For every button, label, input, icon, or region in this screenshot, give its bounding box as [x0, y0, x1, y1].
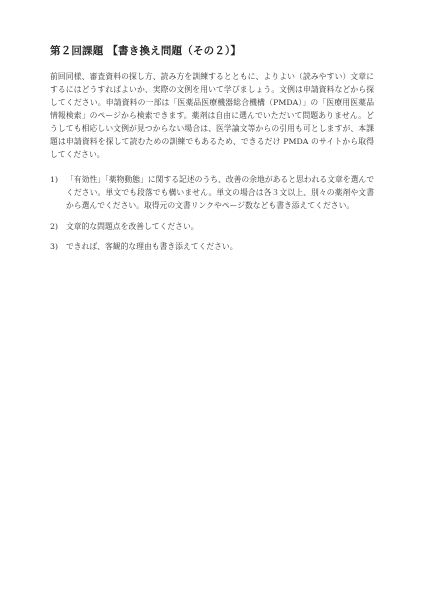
list-item-number: 2)	[50, 222, 59, 231]
list-item-text: できれば、客観的な理由も書き添えてください。	[66, 242, 238, 251]
list-item-number: 3)	[50, 242, 59, 251]
document-title: 第２回課題 【書き換え問題（その２）】	[50, 45, 242, 57]
intro-paragraph: 前回同様、審査資料の探し方、読み方を訓練するとともに、よりよい（読みやすい）文章にするにはどうすればよいか、実際の文例を用いて学びましょう。文例は申請資料などから探してください。申請資料の一部は「医薬品医療機器総合機構（PMDA）」の「医療用医薬品 情報検索」のページから検索できます。薬剤は自由に選んでいただいて問題ありません。どうしても相応しい文例が見つからない場合は、医学論文等からの引用も可としますが、本課題は申請資料を探して読むための訓練でもあるため、できるだけ PMDA のサイトから取得してください。	[50, 72, 374, 159]
list-item-text: 文章的な問題点を改善してください。	[66, 222, 199, 231]
list-item-text: 「有効性」「薬物動態」に関する記述のうち、改善の余地があると思われる文章を選んでください。単文でも段落でも構いません。単文の場合は各３文以上、別々の薬剤や文書から選んでください。取得元の文書リンクやページ数なども書き添えてください。	[66, 175, 374, 210]
list-item-number: 1)	[50, 175, 59, 184]
